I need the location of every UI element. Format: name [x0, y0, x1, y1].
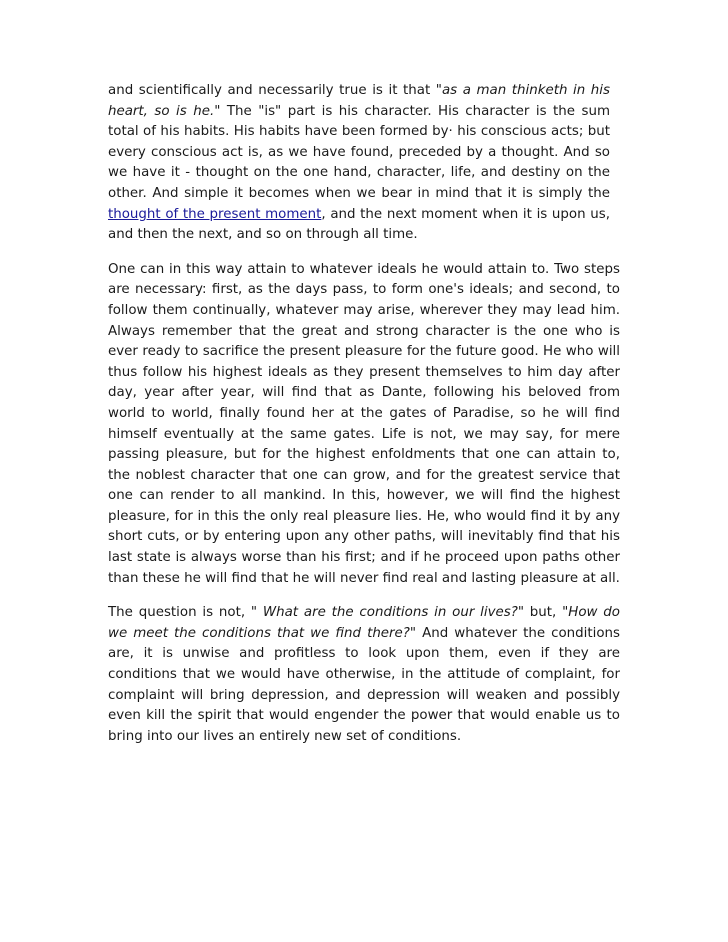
paragraph-3-text-c: " And whatever the conditions are, it is unwise and profitless to look upon them, even if they are conditions that we would have otherwise, in the attitude of complaint, for complaint will bring depression, and depression will weaken and possibly even kill the spirit that would engender the power that would enable us to bring into our lives an entirely new set of conditions.: [108, 625, 621, 744]
paragraph-2: One can in this way attain to whatever ideals he would attain to. Two steps are necessary: first, as the days pass, to form one's ideals; and second, to follow them continually, whatever may arise, wherever they may lead him. Always remember that the great and strong character is the one who is ever ready to sacrifice the present pleasure for the future good. He who will thus follow his highest ideals as they present themselves to him day after day, year after year, will find that as Dante, following his beloved from world to world, finally found her at the gates of Paradise, so he will find himself eventually at the same gates. Life is not, we may say, for mere passing pleasure, but for the highest enfoldments that one can attain to, the noblest character that one can grow, and for the greatest service that one can render to all mankind. In this, however, we will find the highest pleasure, for in this the only real pleasure lies. He, who would find it by any short cuts, or by entering upon any other paths, will inevitably find that his last state is always worse than his first; and if he proceed upon paths other than these he will find that he will never find real and lasting pleasure at all.: [108, 261, 620, 586]
paragraph-3-text-a: The question is not, ": [108, 605, 263, 621]
paragraph-1-quote: as a man thinketh in his heart, so is he.: [108, 83, 610, 119]
paragraph-3-text-b: " but, ": [517, 605, 569, 621]
paragraph-3-quote-2: How do we meet the conditions that we find there?: [108, 605, 620, 641]
paragraph-1-text-c: , and the next moment when it is upon us, and then the next, and so on through all time.: [108, 206, 610, 243]
paragraph-3-quote-1: What are the conditions in our lives?: [262, 605, 518, 621]
paragraph-1: [108, 81, 610, 246]
paragraph-1-text-b: " The "is" part is his character. His character is the sum total of his habits. His habits have been formed by· his conscious acts; but every conscious act is, as we have found, preceded by a thought. And so we have it - thought on the one hand, character, life, and destiny on the other. And simple it becomes when we bear in mind that it is simply the: [108, 103, 610, 201]
paragraph-3: [108, 603, 620, 747]
paragraph-1-text-a: and scientifically and necessarily true is it that ": [108, 83, 442, 98]
thought-of-present-moment-link[interactable]: thought of the present moment: [108, 206, 322, 222]
document-page: [108, 81, 620, 761]
